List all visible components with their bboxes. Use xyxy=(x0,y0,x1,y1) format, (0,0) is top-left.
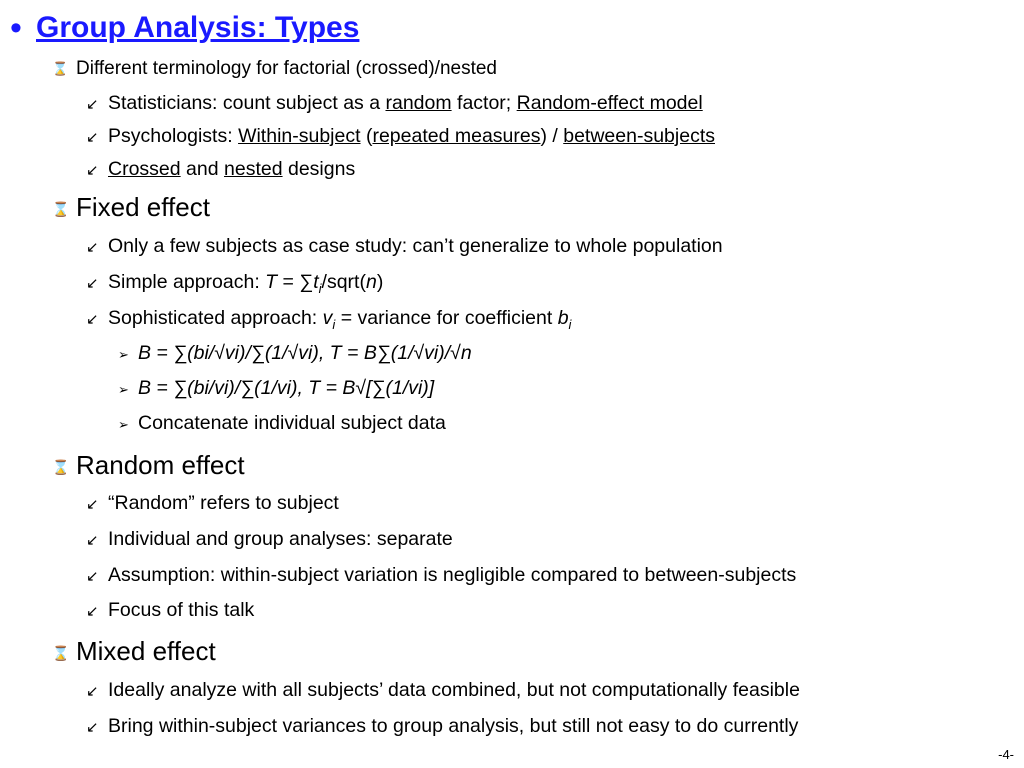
list-item: ↙ Only a few subjects as case study: can’t generalize to whole population xyxy=(86,235,723,257)
formula-item: ➢ B = ∑(bi/√vi)/∑(1/√vi), T = B∑(1/√vi)/√n xyxy=(118,342,472,364)
check-arrow-icon: ↙ xyxy=(86,683,99,700)
section-random-effect: ⌛ Random effect xyxy=(52,450,245,480)
list-item: ↙ Psychologists: Within-subject (repeated measures) / between-subjects xyxy=(86,125,715,147)
link-crossed[interactable]: Crossed xyxy=(108,158,181,180)
formula-item: ➢ Concatenate individual subject data xyxy=(118,412,446,434)
list-item: ↙ Individual and group analyses: separate xyxy=(86,528,453,550)
list-item: ↙ Statisticians: count subject as a random factor; Random-effect model xyxy=(86,92,703,114)
section-fixed-effect: ⌛ Fixed effect xyxy=(52,192,210,222)
link-random[interactable]: random xyxy=(385,92,452,114)
list-item: ↙ Focus of this talk xyxy=(86,599,255,621)
check-arrow-icon: ↙ xyxy=(86,239,99,256)
check-arrow-icon: ↙ xyxy=(86,162,99,179)
check-arrow-icon: ↙ xyxy=(86,719,99,736)
list-item: ↙ Assumption: within-subject variation is negligible compared to between-subjects xyxy=(86,564,797,586)
hourglass-icon: ⌛ xyxy=(52,200,70,217)
check-arrow-icon: ↙ xyxy=(86,129,99,146)
list-item: ↙ Simple approach: $T = \sum t_i/sqrt(n)$ xyxy=(86,271,384,296)
link-between-subjects[interactable]: between-subjects xyxy=(563,125,715,147)
hourglass-icon: ⌛ xyxy=(52,458,70,475)
check-arrow-icon: ↙ xyxy=(86,532,99,549)
title-bullet: • xyxy=(10,9,22,47)
slide-title[interactable]: Group Analysis: Types xyxy=(36,11,360,44)
hourglass-icon: ⌛ xyxy=(52,60,69,76)
list-item: ↙ “Random” refers to subject xyxy=(86,492,339,514)
check-arrow-icon: ↙ xyxy=(86,311,99,328)
section-terminology: ⌛ Different terminology for factorial (crossed)/nested xyxy=(52,58,497,79)
check-arrow-icon: ↙ xyxy=(86,275,99,292)
list-item: ↙ Bring within-subject variances to group analysis, but still not easy to do currently xyxy=(86,715,799,737)
formula-item: ➢ B = ∑(bi/vi)/∑(1/vi), T = B√[∑(1/vi)] xyxy=(118,377,435,399)
list-item: ↙ Crossed and nested designs xyxy=(86,158,356,180)
slide-title-row xyxy=(10,8,359,48)
link-random-effect-model[interactable]: Random-effect model xyxy=(516,92,703,114)
page-number: -4- xyxy=(998,747,1014,762)
arrowhead-icon: ➢ xyxy=(118,417,129,432)
section-mixed-effect: ⌛ Mixed effect xyxy=(52,636,216,666)
check-arrow-icon: ↙ xyxy=(86,603,99,620)
link-nested[interactable]: nested xyxy=(224,158,283,180)
check-arrow-icon: ↙ xyxy=(86,568,99,585)
check-arrow-icon: ↙ xyxy=(86,96,99,113)
list-item: ↙ Sophisticated approach: $v_i$ = variance for coefficient $b_i$ xyxy=(86,307,572,332)
link-within-subject[interactable]: Within-subject xyxy=(238,125,361,147)
arrowhead-icon: ➢ xyxy=(118,382,129,397)
check-arrow-icon: ↙ xyxy=(86,496,99,513)
list-item: ↙ Ideally analyze with all subjects’ data combined, but not computationally feasible xyxy=(86,679,800,701)
arrowhead-icon: ➢ xyxy=(118,347,129,362)
hourglass-icon: ⌛ xyxy=(52,644,70,661)
link-repeated-measures[interactable]: repeated measures xyxy=(372,125,541,147)
